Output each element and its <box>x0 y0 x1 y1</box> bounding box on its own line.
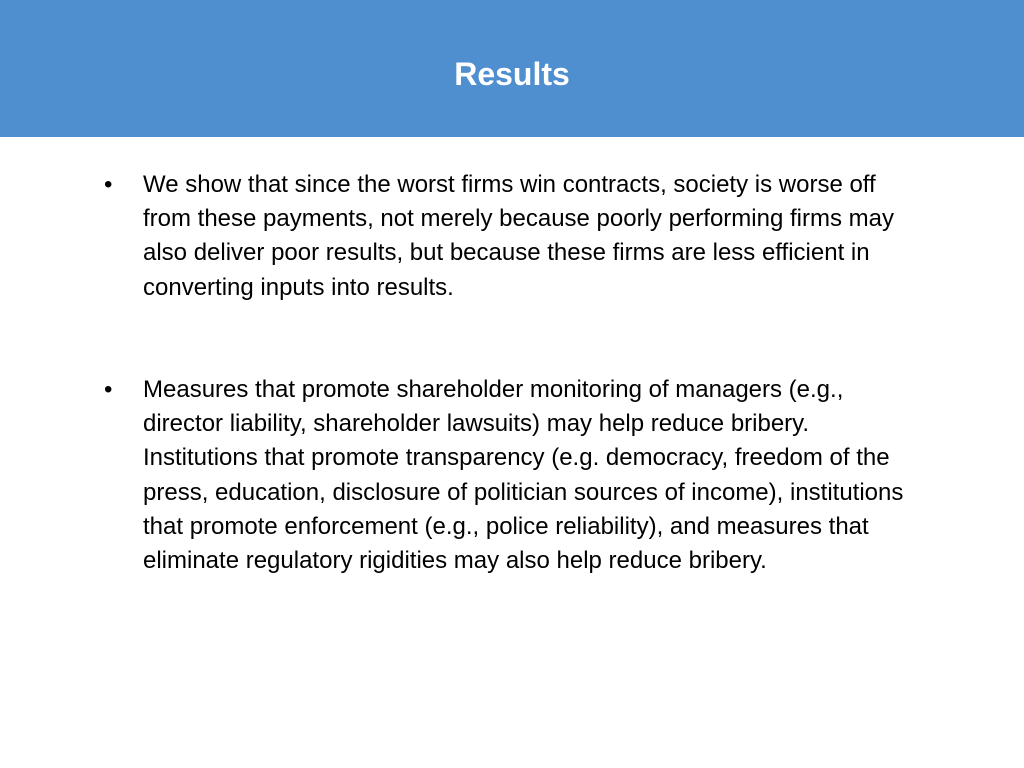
bullet-marker: • <box>104 376 113 403</box>
bullet-text: Measures that promote shareholder monitoring of managers (e.g., director liability, shareholder lawsuits) may help reduce bribery. Institutions that promote transparency (e.g. democracy, freedom of the press, education, disclosure of politician sources of income), institutions that promote enforcement (e.g., police reliability), and measures that eliminate regulatory rigidities may also help reduce bribery. <box>143 376 904 575</box>
bullet-marker: • <box>104 171 113 198</box>
bullet-text: We show that since the worst firms win contracts, society is worse off from these payments, not merely because poorly performing firms may also deliver poor results, but because these firms are less efficient in converting inputs into results. <box>143 171 894 301</box>
slide-title: Results <box>454 56 570 92</box>
